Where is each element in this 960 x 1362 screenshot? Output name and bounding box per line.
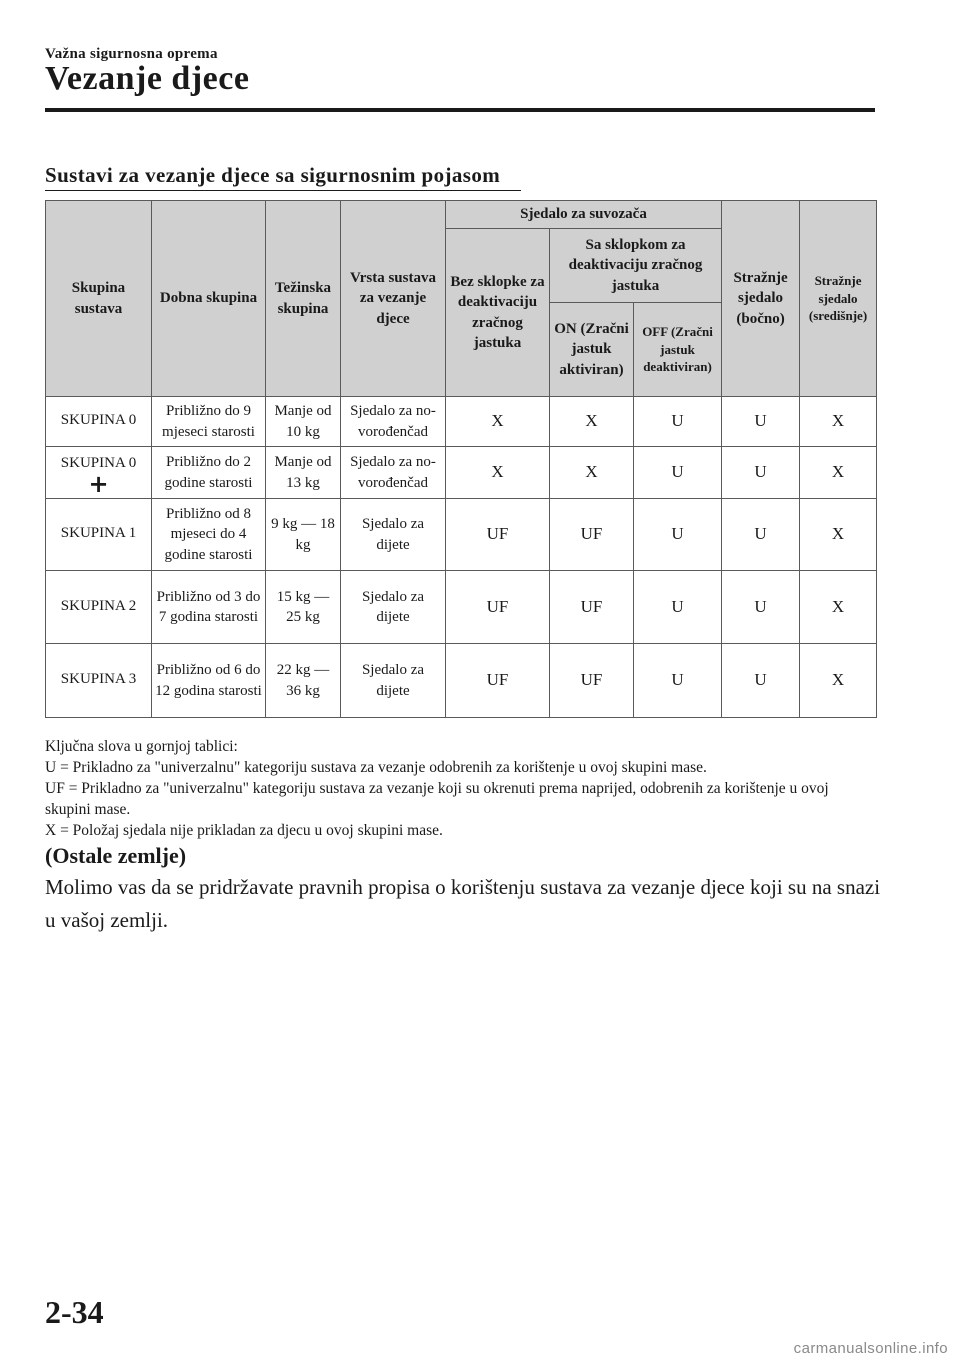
cell-without-switch: UF	[446, 499, 550, 571]
cell-group: SKUPINA 0 +	[46, 447, 152, 499]
header-rear-seat-center: Stražnje sjedalo (središnje)	[800, 201, 877, 397]
cell-airbag-on: X	[550, 447, 634, 499]
cell-group: SKUPINA 1	[46, 499, 152, 571]
legend-intro: Ključna slova u gornjoj tablici:	[45, 738, 238, 755]
cell-rear-side: U	[722, 499, 800, 571]
cell-airbag-off: U	[634, 447, 722, 499]
header-with-switch: Sa sklopkom za deaktivaciju zračnog jastuka	[550, 229, 722, 303]
cell-age: Približno do 2 godine starosti	[152, 447, 266, 499]
table-row	[46, 447, 877, 499]
cell-type: Sjedalo za novorođenčad	[341, 447, 446, 499]
cell-weight: Manje od 13 kg	[266, 447, 341, 499]
cell-airbag-on: UF	[550, 644, 634, 718]
cell-rear-center: X	[800, 571, 877, 644]
cell-age: Približno do 9 mjeseci starosti	[152, 397, 266, 447]
child-restraint-table	[45, 200, 877, 718]
table-row	[46, 644, 877, 718]
other-countries-heading: (Ostale zemlje)	[45, 843, 187, 868]
cell-age: Približno od 6 do 12 godina starosti	[152, 644, 266, 718]
legend-x: X = Položaj sjedala nije prikladan za djecu u ovoj skupini mase.	[45, 822, 443, 839]
cell-weight: Manje od 10 kg	[266, 397, 341, 447]
section-heading: Sustavi za vezanje djece sa sigurnosnim pojasom	[45, 163, 501, 187]
cell-group: SKUPINA 2	[46, 571, 152, 644]
cell-type: Sjedalo za dijete	[341, 644, 446, 718]
table-legend	[45, 736, 875, 841]
cell-without-switch: UF	[446, 571, 550, 644]
cell-airbag-on: X	[550, 397, 634, 447]
table-row	[46, 499, 877, 571]
cell-group: SKUPINA 3	[46, 644, 152, 718]
cell-weight: 15 kg ― 25 kg	[266, 571, 341, 644]
cell-airbag-off: U	[634, 499, 722, 571]
cell-airbag-on: UF	[550, 571, 634, 644]
header-rear-seat-side: Stražnje sjedalo (bočno)	[722, 201, 800, 397]
header-restraint-type: Vrsta sustava za vezanje djece	[341, 201, 446, 397]
cell-weight: 9 kg ― 18 kg	[266, 499, 341, 571]
legend-u: U = Prikladno za "univerzalnu" kategoriju sustava za vezanje odobrenih za korištenje u ovoj skupini mase.	[45, 759, 707, 776]
cell-rear-center: X	[800, 397, 877, 447]
cell-group: SKUPINA 0	[46, 397, 152, 447]
header-passenger-seat: Sjedalo za suvozača	[446, 201, 722, 229]
cell-airbag-on: UF	[550, 499, 634, 571]
page-number: 2-34	[45, 1294, 104, 1330]
header-weight-group: Težinska skupina	[266, 201, 341, 397]
header-without-switch: Bez sklopke za deaktivaciju zračnog jastuka	[446, 229, 550, 397]
cell-without-switch: UF	[446, 644, 550, 718]
other-countries-body: Molimo vas da se pridržavate pravnih propisa o korištenju sustava za vezanje djece koji su na snazi u vašoj zemlji.	[45, 875, 881, 932]
page-title: Vezanje djece	[45, 60, 250, 97]
breadcrumb: Važna sigurnosna oprema	[45, 46, 218, 62]
watermark[interactable]: carmanualsonline.info	[793, 1340, 948, 1357]
table-row	[46, 397, 877, 447]
cell-age: Približno od 8 mjeseci do 4 godine starosti	[152, 499, 266, 571]
cell-type: Sjedalo za dijete	[341, 571, 446, 644]
plus-symbol: +	[88, 469, 109, 498]
header-airbag-on: ON (Zračni jastuk aktiviran)	[550, 303, 634, 397]
table-row	[46, 571, 877, 644]
cell-rear-center: X	[800, 499, 877, 571]
header-system-group: Skupina sustava	[46, 201, 152, 397]
cell-without-switch: X	[446, 397, 550, 447]
cell-rear-side: U	[722, 644, 800, 718]
cell-airbag-off: U	[634, 644, 722, 718]
cell-without-switch: X	[446, 447, 550, 499]
header-airbag-off: OFF (Zračni jastuk deaktiviran)	[634, 303, 722, 397]
title-rule	[45, 108, 875, 112]
cell-airbag-off: U	[634, 397, 722, 447]
header-age-group: Dobna skupina	[152, 201, 266, 397]
cell-rear-side: U	[722, 571, 800, 644]
cell-type: Sjedalo za dijete	[341, 499, 446, 571]
cell-rear-center: X	[800, 447, 877, 499]
cell-airbag-off: U	[634, 571, 722, 644]
cell-age: Približno od 3 do 7 godina starosti	[152, 571, 266, 644]
cell-rear-center: X	[800, 644, 877, 718]
cell-weight: 22 kg ― 36 kg	[266, 644, 341, 718]
cell-rear-side: U	[722, 447, 800, 499]
cell-rear-side: U	[722, 397, 800, 447]
section-rule	[45, 190, 521, 191]
legend-uf: UF = Prikladno za "univerzalnu" kategoriju sustava za vezanje koji su okrenuti prema naprijed, odobrenih za korištenje u ovoj skupini mase.	[45, 780, 829, 818]
cell-type: Sjedalo za novorođenčad	[341, 397, 446, 447]
